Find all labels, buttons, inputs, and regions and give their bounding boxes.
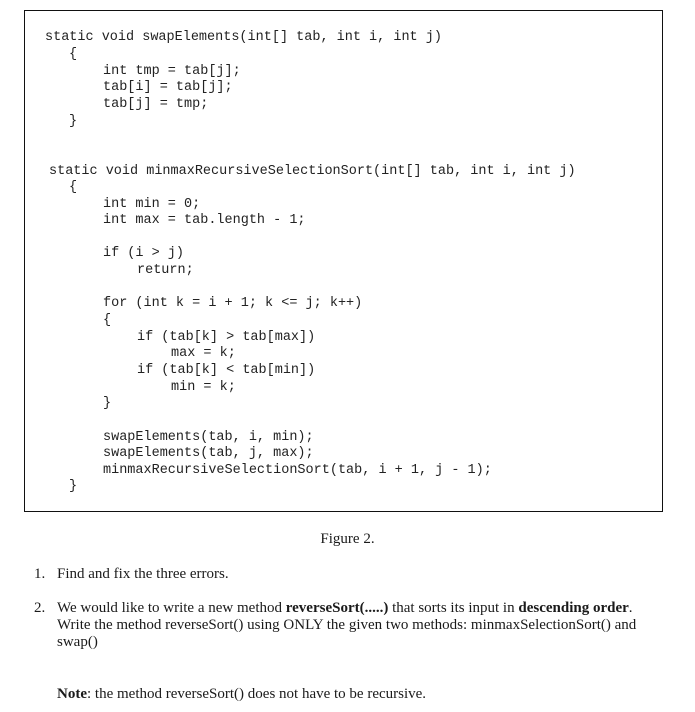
swap-open-brace: { — [69, 47, 78, 62]
swap-signature: static void swapElements(int[] tab, int i, int j) — [45, 30, 442, 45]
swap-call-max: swapElements(tab, j, max); — [103, 446, 314, 461]
swap-line-1: int tmp = tab[j]; — [103, 64, 241, 79]
swap-line-3: tab[j] = tmp; — [103, 97, 209, 112]
minmax-close-brace: } — [69, 479, 78, 494]
q2-text-part-2: that sorts its input in — [388, 600, 519, 616]
if-max-check: if (tab[k] > tab[max]) — [137, 330, 316, 345]
set-max: max = k; — [171, 346, 236, 361]
note-text — [57, 686, 657, 703]
question-2-text — [57, 600, 657, 651]
minmax-min-decl: int min = 0; — [103, 197, 201, 212]
q2-bold-method: reverseSort(.....) — [285, 600, 389, 616]
note-body: : the method reverseSort() does not have to be recursive. — [87, 686, 427, 702]
note-label: Note — [57, 686, 87, 702]
minmax-signature: static void minmaxRecursiveSelectionSort(int[] tab, int i, int j) — [49, 164, 576, 179]
minmax-open-brace: { — [69, 180, 78, 195]
minmax-if-guard: if (i > j) — [103, 246, 185, 261]
for-open-brace: { — [103, 313, 112, 328]
swap-close-brace: } — [69, 114, 78, 129]
question-2-number: 2. — [34, 600, 46, 616]
question-1-text: Find and fix the three errors. — [57, 566, 229, 582]
figure-caption: Figure 2. — [320, 531, 375, 547]
minmax-return: return; — [137, 263, 194, 278]
question-1-number: 1. — [34, 566, 46, 582]
set-min: min = k; — [171, 380, 236, 395]
recursive-call: minmaxRecursiveSelectionSort(tab, i + 1, j - 1); — [103, 463, 492, 478]
swap-call-min: swapElements(tab, i, min); — [103, 430, 314, 445]
if-min-check: if (tab[k] < tab[min]) — [137, 363, 316, 378]
q2-text-part-1: We would like to write a new method — [57, 600, 286, 616]
q2-text-part-3: . Write the method reverseSort() using ONLY the given two methods: minmaxSelectionSort() and swap() — [57, 600, 637, 650]
swap-line-2: tab[i] = tab[j]; — [103, 80, 233, 95]
q2-bold-order: descending order — [518, 600, 629, 616]
minmax-for-loop: for (int k = i + 1; k <= j; k++) — [103, 296, 363, 311]
code-listing-box — [24, 10, 663, 512]
minmax-max-decl: int max = tab.length - 1; — [103, 213, 306, 228]
for-close-brace: } — [103, 396, 112, 411]
